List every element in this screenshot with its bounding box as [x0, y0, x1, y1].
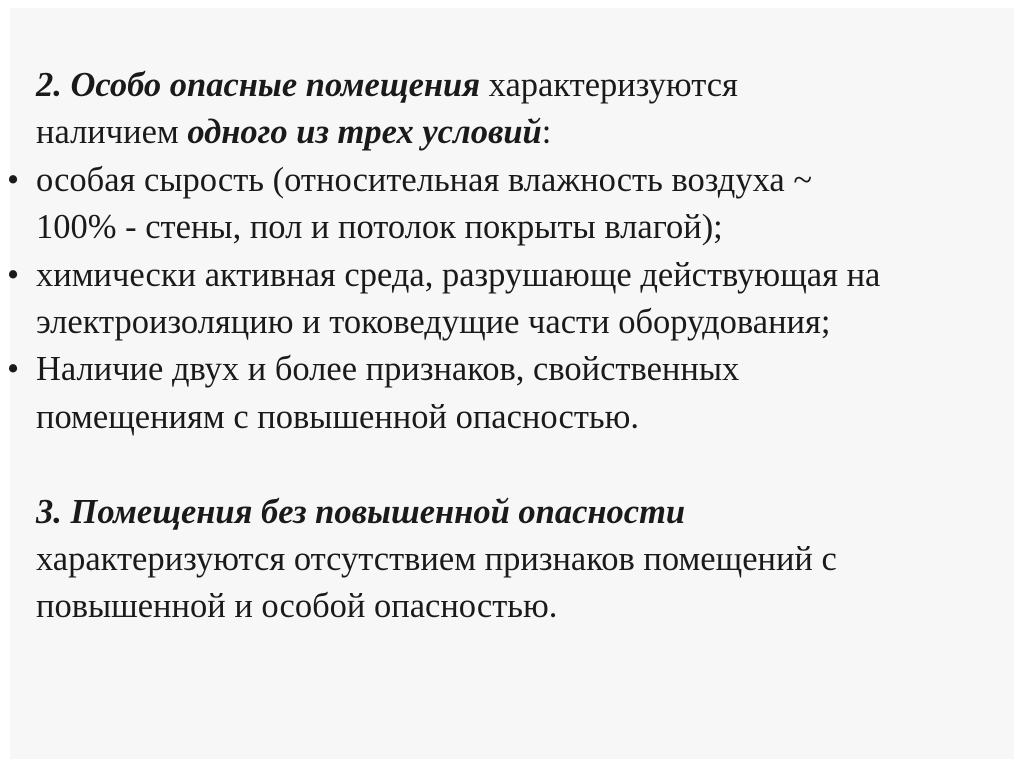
section2-intro-emphasis: одного из трех условий: [187, 113, 542, 152]
bullet-text: особая сырость (относительная влажность воздуха ~: [36, 160, 812, 199]
section3-body: характеризуются отсутствием признаков помещений с: [36, 540, 837, 579]
bullet-text: электроизоляцию и токоведущие части оборудования;: [36, 303, 831, 342]
section2-intro: характеризуются: [480, 66, 738, 104]
bullet-text: Наличие двух и более признаков, свойственных: [36, 350, 740, 389]
section2-title: 2. Особо опасные помещения: [36, 66, 481, 104]
section2-intro-end: :: [541, 113, 552, 152]
section3-title: 3. Помещения без повышенной опасности: [36, 492, 686, 531]
bullet-text: помещениям с повышенной опасностью.: [36, 397, 640, 436]
bullet-icon: •: [7, 255, 20, 294]
bullet-text: химически активная среда, разрушающе действующая на: [36, 255, 881, 294]
bullet-item-chemical: [0, 252, 1024, 299]
section3-heading-line: [0, 489, 1024, 536]
section2-intro-start: наличием: [36, 113, 188, 152]
bullet-icon: •: [7, 350, 20, 389]
section3-body-line-cont: [0, 583, 1024, 630]
bullet-item-signs: [0, 346, 1024, 393]
section3-body-line: [0, 536, 1024, 583]
bullet-icon: •: [7, 160, 20, 199]
bullet-item-signs-cont: [0, 394, 1024, 441]
bullet-item-humidity-cont: [0, 204, 1024, 251]
slide-text: [0, 62, 1024, 631]
section3-body: повышенной и особой опасностью.: [36, 587, 558, 626]
bullet-item-chemical-cont: [0, 299, 1024, 346]
bullet-text: 100% - стены, пол и потолок покрыты влагой);: [36, 208, 723, 247]
section2-intro-line: [0, 109, 1024, 156]
bullet-item-humidity: [0, 157, 1024, 204]
section2-heading-line: [0, 62, 1024, 109]
section-gap: [0, 441, 1024, 488]
